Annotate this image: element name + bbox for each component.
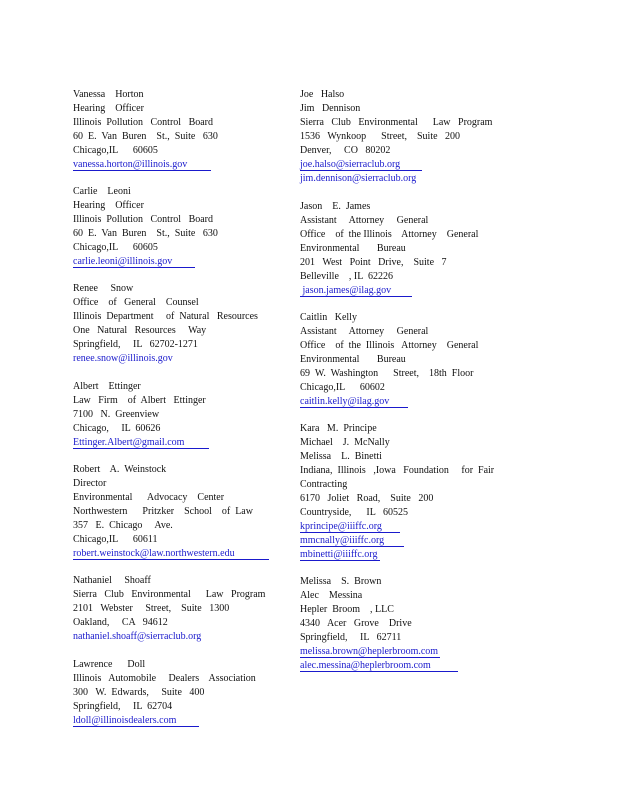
service-list-right-column [300,88,520,686]
contact-detail-line: Office of General Counsel [73,297,199,308]
contact-detail-line: Illinois Department of Natural Resources [73,311,258,322]
contact-detail-line: Springfield, IL 62702-1271 [73,339,198,350]
email-link[interactable]: ldoll@illinoisdealers.com [73,715,177,726]
contact-detail-line: Environmental Advocacy Center [73,492,225,503]
contact-detail-line: Environmental Bureau [300,354,406,365]
email-link[interactable]: nathaniel.shoaff@sierraclub.org [73,631,202,642]
email-link[interactable]: kprincipe@iiiffc.org [300,521,382,532]
contact-detail-line: Oakland, CA 94612 [73,617,168,628]
contact-name: Albert Ettinger [73,381,141,392]
contact-detail-line: 69 W. Washington Street, 18th Floor [300,368,474,379]
contact-name: Melissa S. Brown [300,576,382,587]
contact-detail-line: 7100 N. Greenview [73,409,160,420]
contact-detail-line: One Natural Resources Way [73,325,207,336]
contact-detail-line: Hepler Broom , LLC [300,604,394,615]
contact-name: Vanessa Horton [73,89,144,100]
contact-entry [73,88,283,171]
email-link[interactable]: jason.james@ilag.gov [300,285,392,296]
email-link[interactable]: melissa.brown@heplerbroom.com [300,646,439,657]
contact-detail-line: Hearing Officer [73,103,144,114]
email-link[interactable]: jim.dennison@sierraclub.org [300,173,417,184]
contact-detail-line: 60 E. Van Buren St., Suite 630 [73,131,218,142]
contact-detail-line: Chicago,IL 60611 [73,534,158,545]
contact-detail-line: 357 E. Chicago Ave. [73,520,173,531]
contact-name: Joe Halso [300,89,345,100]
contact-detail-line: Office of the Illinois Attorney General [300,340,479,351]
email-link[interactable]: robert.weinstock@law.northwestern.edu [73,548,235,559]
contact-name: Lawrence Doll [73,659,146,670]
contact-detail-line: Hearing Officer [73,200,144,211]
contact-entry [300,88,520,186]
email-link[interactable]: renee.snow@illinois.gov [73,353,173,364]
contact-name: Renee Snow [73,283,134,294]
contact-detail-line: Denver, CO 80202 [300,145,391,156]
contact-detail-line: Illinois Pollution Control Board [73,214,214,225]
contact-detail-line: Sierra Club Environmental Law Program [73,589,266,600]
contact-detail-line: 6170 Joliet Road, Suite 200 [300,493,434,504]
email-link[interactable]: carlie.leoni@illinois.gov [73,256,173,267]
contact-entry [73,658,283,727]
contact-detail-line: Assistant Attorney General [300,326,429,337]
contact-entry [300,200,520,297]
contact-detail-line: Chicago, IL 60626 [73,423,161,434]
email-link[interactable]: mbinetti@iiiffc.org [300,549,378,560]
contact-detail-line: Assistant Attorney General [300,215,429,226]
contact-detail-line: Indiana, Illinois ,Iowa Foundation for Fair [300,465,495,476]
email-link[interactable]: joe.halso@sierraclub.org [300,159,401,170]
service-list-left-column [73,88,283,741]
contact-entry [73,574,283,644]
contact-detail-line: Chicago,IL 60602 [300,382,385,393]
contact-name: Nathaniel Shoaff [73,575,151,586]
contact-name: Caitlin Kelly [300,312,357,323]
contact-detail-line: Chicago,IL 60605 [73,145,158,156]
contact-detail-line: Alec Messina [300,590,363,601]
contact-detail-line: Office of the Illinois Attorney General [300,229,479,240]
contact-detail-line: Contracting [300,479,348,490]
email-link[interactable]: mmcnally@iiiffc.org [300,535,385,546]
contact-detail-line: Springfield, IL 62704 [73,701,173,712]
contact-detail-line: 1536 Wynkoop Street, Suite 200 [300,131,461,142]
contact-entry [73,380,283,449]
contact-entry [300,311,520,408]
email-link[interactable]: alec.messina@heplerbroom.com [300,660,431,671]
contact-name: Kara M. Principe [300,423,377,434]
contact-detail-line: Law Firm of Albert Ettinger [73,395,206,406]
contact-entry [73,463,283,560]
contact-entry [300,575,520,672]
contact-entry [73,282,283,366]
contact-detail-line: Springfield, IL 62711 [300,632,402,643]
contact-detail-line: Jim Dennison [300,103,361,114]
contact-detail-line: Belleville , IL 62226 [300,271,393,282]
contact-name: Robert A. Weinstock [73,464,167,475]
contact-detail-line: Michael J. McNally [300,437,390,448]
contact-detail-line: 60 E. Van Buren St., Suite 630 [73,228,218,239]
email-link[interactable]: vanessa.horton@illinois.gov [73,159,188,170]
contact-detail-line: Director [73,478,107,489]
contact-detail-line: 2101 Webster Street, Suite 1300 [73,603,230,614]
contact-detail-line: 4340 Acer Grove Drive [300,618,412,629]
contact-entry [300,422,520,561]
contact-name: Carlie Leoni [73,186,131,197]
contact-detail-line: Environmental Bureau [300,243,406,254]
contact-detail-line: 300 W. Edwards, Suite 400 [73,687,205,698]
contact-detail-line: Chicago,IL 60605 [73,242,158,253]
email-link[interactable]: Ettinger.Albert@gmail.com [73,437,185,448]
contact-detail-line: 201 West Point Drive, Suite 7 [300,257,447,268]
contact-detail-line: Sierra Club Environmental Law Program [300,117,493,128]
contact-detail-line: Northwestern Pritzker School of Law [73,506,253,517]
contact-detail-line: Melissa L. Binetti [300,451,382,462]
contact-detail-line: Countryside, IL 60525 [300,507,408,518]
contact-name: Jason E. James [300,201,371,212]
contact-detail-line: Illinois Automobile Dealers Association [73,673,256,684]
contact-entry [73,185,283,268]
email-link[interactable]: caitlin.kelly@ilag.gov [300,396,390,407]
contact-detail-line: Illinois Pollution Control Board [73,117,214,128]
